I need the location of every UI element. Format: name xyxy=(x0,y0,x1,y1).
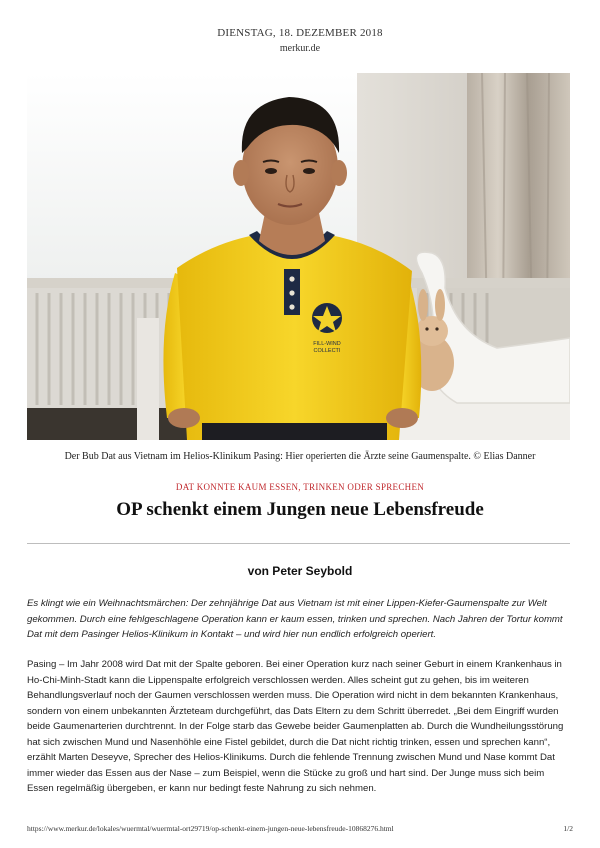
print-date: DIENSTAG, 18. DEZEMBER 2018 xyxy=(217,27,383,39)
shirt-print-top: FILL-WIND xyxy=(313,341,341,347)
shirt-print-bottom: COLLECTI xyxy=(313,348,341,354)
article-lede: Es klingt wie ein Weihnachtsmärchen: Der zehnjährige Dat aus Vietnam ist mit einer Lippen-Kiefer-Gaumenspalte zur Welt gekommen. Durch eine fehlgeschlagene Operation kann er kaum essen, trinken und sprechen. Nach Jahren der Tortur kommt Dat mit dem Pasinger Helios-Klinikum in Kontakt – und wird hier nun endlich erfolgreich operiert. xyxy=(27,598,563,640)
footer-url[interactable]: https://www.merkur.de/lokales/wuermtal/wuermtal-ort29719/op-schenkt-einem-jungen-neue-lebensfreude-10868276.html xyxy=(27,824,394,833)
site-name: merkur.de xyxy=(279,43,321,54)
article-photo xyxy=(27,73,570,440)
headline-divider xyxy=(27,543,570,544)
article-kicker: DAT KONNTE KAUM ESSEN, TRINKEN ODER SPRECHEN xyxy=(175,482,425,492)
article-byline: von Peter Seybold xyxy=(247,564,353,578)
page-number: 1/2 xyxy=(563,824,573,833)
photo-caption: Der Bub Dat aus Vietnam im Helios-Klinikum Pasing: Hier operierten die Ärzte seine Gaumenspalte. © Elias Danner xyxy=(64,451,536,462)
article-body-paragraph: Pasing – Im Jahr 2008 wird Dat mit der Spalte geboren. Bei einer Operation kurz nach seiner Geburt in einem Krankenhaus in Ho-Chi-Minh-Stadt kann die Lippenspalte erfolgreich verschlossen werden. Alles scheint gut zu gehen, bis im weiteren Behandlungsverlauf noch der Gaumen verschlossen werden muss. Die Operation wird nicht in dem bekannten Krankenhaus, sondern von einem unbekannten Ärzteteam durchgeführt, das Dats Eltern zu dem Schritt überredet. „Bei dem Eingriff wurden beide Gaumenarterien durchtrennt. In der Folge starb das Gewebe beider Gaumenplatten ab. Durch die Wundheilungsstörung hat sich zwischen Mund und Nasenhöhle eine Fistel gebildet, durch die Dat nicht richtig trinken, essen und sprechen kann“, erzählt Marten Deseyve, Sprecher des Helios-Klinikums. Durch die fehlende Trennung zwischen Mund und Nase kommt Dat immer wieder das Essen aus der Nase – zum Beispiel, wenn die Stücke zu groß und hart sind. Der Junge muss sich beim Essen regelmäßig übergeben, er kann nur bedingt feste Nahrung zu sich nehmen. xyxy=(27,659,564,794)
article-headline: OP schenkt einem Jungen neue Lebensfreude xyxy=(116,499,484,520)
